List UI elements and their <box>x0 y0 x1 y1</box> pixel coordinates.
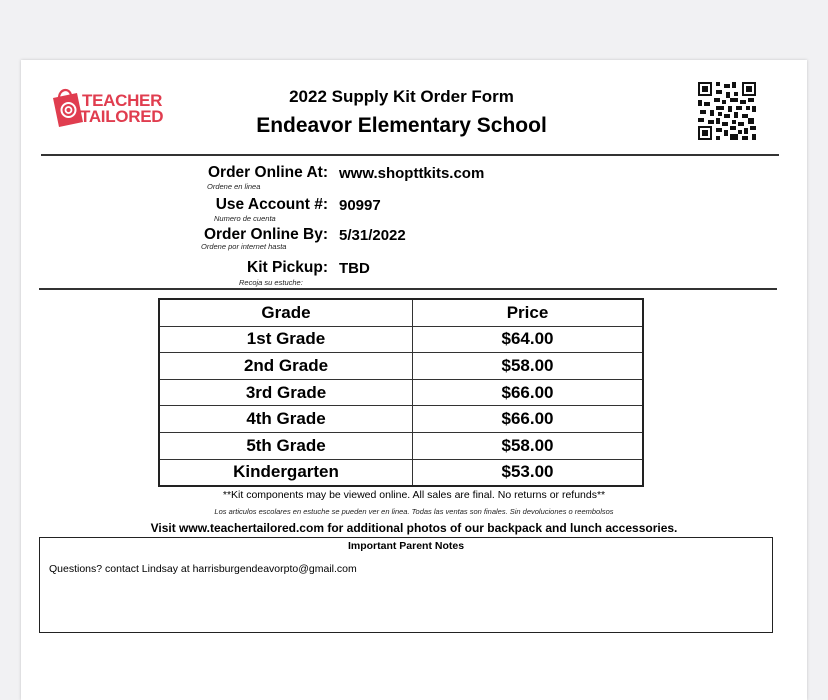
price-cell: $66.00 <box>413 379 644 406</box>
order-form-sheet <box>21 60 807 700</box>
logo-line-2: TAILORED <box>80 107 164 126</box>
logo-line-1: TEACHER <box>82 91 163 110</box>
order-by-value: 5/31/2022 <box>339 227 406 244</box>
price-table <box>158 298 644 487</box>
order-online-value: www.shopttkits.com <box>339 165 485 182</box>
account-sub: Numero de cuenta <box>214 214 276 223</box>
price-cell: $66.00 <box>413 406 644 433</box>
table-row <box>159 432 643 459</box>
grade-cell: 5th Grade <box>159 432 413 459</box>
account-label: Use Account #: <box>215 196 328 213</box>
pickup-sub: Recoja su estuche: <box>239 278 303 287</box>
parent-notes-body: Questions? contact Lindsay at harrisburgendeavorpto@gmail.com <box>49 563 357 575</box>
price-cell: $64.00 <box>413 326 644 353</box>
form-title-text: 2022 Supply Kit Order Form <box>289 87 514 106</box>
grade-cell: 1st Grade <box>159 326 413 353</box>
account-value: 90997 <box>339 197 381 214</box>
grade-cell: 2nd Grade <box>159 353 413 380</box>
order-by-sub: Ordene por internet hasta <box>201 242 287 251</box>
grade-cell: Kindergarten <box>159 459 413 486</box>
order-online-sub: Ordene en linea <box>207 182 261 191</box>
price-cell: $58.00 <box>413 353 644 380</box>
pickup-value: TBD <box>339 260 370 277</box>
table-row <box>159 353 643 380</box>
price-header: Price <box>413 299 644 326</box>
form-title <box>21 87 807 110</box>
grade-header: Grade <box>159 299 413 326</box>
parent-notes-title: Important Parent Notes <box>347 540 465 552</box>
grade-cell: 3rd Grade <box>159 379 413 406</box>
table-row <box>159 326 643 353</box>
order-online-label: Order Online At: <box>208 164 328 181</box>
price-cell: $53.00 <box>413 459 644 486</box>
parent-notes-box <box>39 537 773 633</box>
pickup-label: Kit Pickup: <box>247 259 328 276</box>
table-row <box>159 379 643 406</box>
header-divider <box>41 154 779 156</box>
disclaimer-spanish: Los articulos escolares en estuche se pueden ver en linea. Todas las ventas son finales. Sin devoluciones o reembolsos <box>214 507 614 516</box>
school-name-text: Endeavor Elementary School <box>256 114 547 137</box>
disclaimer-english: **Kit components may be viewed online. All sales are final. No returns or refunds** <box>222 489 606 501</box>
visit-website-line: Visit www.teachertailored.com for additional photos of our backpack and lunch accessories. <box>150 521 678 535</box>
qr-code-icon <box>698 82 756 140</box>
info-divider <box>39 288 777 290</box>
table-header-row <box>159 299 643 326</box>
grade-cell: 4th Grade <box>159 406 413 433</box>
price-cell: $58.00 <box>413 432 644 459</box>
order-by-label: Order Online By: <box>203 226 328 243</box>
table-row <box>159 406 643 433</box>
table-row <box>159 459 643 486</box>
school-name <box>21 114 807 138</box>
